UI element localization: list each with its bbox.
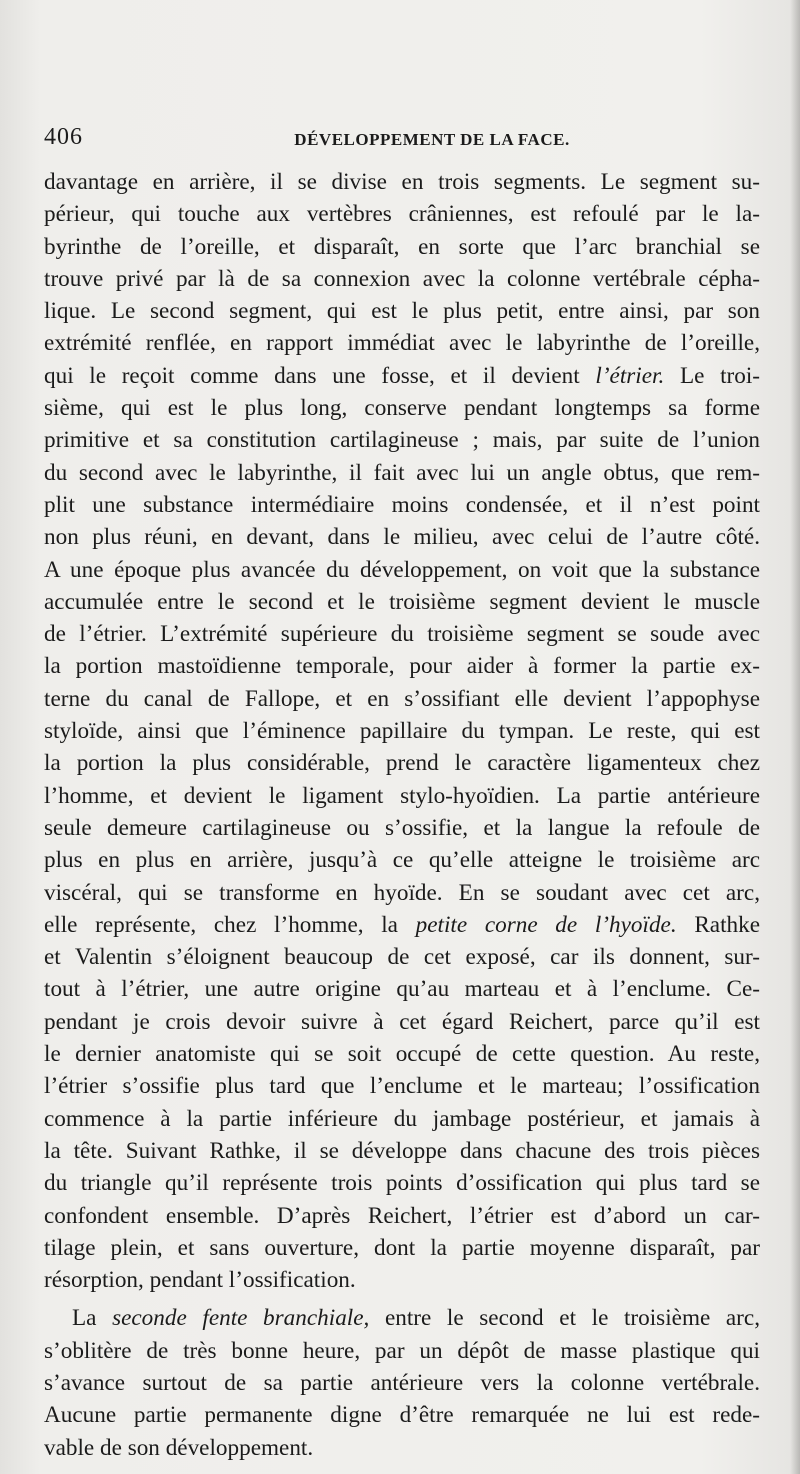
text-run: La [72, 1305, 113, 1332]
text-run: sième, qui est le plus long, conserve pendant longtemps sa forme [44, 395, 760, 422]
text-run: commence à la partie inférieure du jambage postérieur, et jamais à [44, 1105, 760, 1132]
text-run: extrémité renflée, en rapport immédiat avec le labyrinthe de l’oreille, [44, 330, 760, 357]
text-line [44, 877, 760, 909]
text-run: plus en plus en arrière, jusqu’à ce qu’elle atteigne le troisième arc [44, 847, 760, 874]
text-line [44, 683, 760, 715]
text-run: le dernier anatomiste qui se soit occupé de cette question. Au reste, [44, 1041, 760, 1068]
text-line [44, 360, 760, 392]
page-number: 406 [44, 124, 83, 150]
text-run: périeur, qui touche aux vertèbres crâniennes, est refoulé par le la- [44, 201, 760, 228]
text-line [44, 973, 760, 1005]
text-line [44, 586, 760, 618]
text-run: accumulée entre le second et le troisième segment devient le muscle [44, 588, 760, 615]
text-line [44, 844, 760, 876]
text-run: la portion la plus considérable, prend le caractère ligamenteux chez [44, 750, 760, 777]
text-line [44, 1432, 760, 1464]
text-line [44, 1232, 760, 1264]
paragraph [44, 1302, 760, 1463]
text-run: du triangle qu’il représente trois points d’ossification qui plus tard se [44, 1170, 760, 1197]
text-run: primitive et sa constitution cartilagineuse ; mais, par suite de l’union [44, 427, 760, 454]
text-line [44, 747, 760, 779]
text-line [44, 295, 760, 327]
text-run: l’homme, et devient le ligament stylo-hyoïdien. La partie antérieure [44, 782, 760, 809]
italic-text: petite corne de l’hyoïde. [415, 911, 677, 938]
text-line [44, 521, 760, 553]
text-line [44, 1006, 760, 1038]
text-line [44, 392, 760, 424]
body-text [44, 166, 760, 1464]
text-run: davantage en arrière, il se divise en trois segments. Le segment su- [44, 169, 760, 195]
text-run: seule demeure cartilagineuse ou s’ossifie, et la langue la refoule de [44, 814, 760, 841]
text-run: Aucune partie permanente digne d’être remarquée ne lui est rede- [44, 1402, 760, 1429]
text-line [44, 1200, 760, 1232]
text-line [44, 1167, 760, 1199]
text-line [44, 489, 760, 521]
text-line [44, 424, 760, 456]
text-line [44, 231, 760, 263]
text-run: elle représente, chez l’homme, la [44, 911, 416, 938]
text-run: trouve privé par là de sa connexion avec la colonne vertébrale cépha- [44, 265, 760, 292]
italic-text: seconde fente branchiale, [112, 1305, 370, 1332]
text-line [44, 1103, 760, 1135]
text-run: lique. Le second segment, qui est le plus petit, entre ainsi, par son [44, 298, 760, 325]
text-line [44, 618, 760, 650]
text-run: entre le second et le troisième arc, [369, 1305, 760, 1332]
text-run: plit une substance intermédiaire moins condensée, et il n’est point [44, 491, 760, 518]
italic-text: l’étrier. [595, 362, 665, 389]
text-line [44, 715, 760, 747]
text-line [44, 457, 760, 489]
text-line [44, 166, 760, 198]
text-line [44, 941, 760, 973]
text-line [44, 1335, 760, 1367]
text-run: Le troi- [664, 362, 760, 389]
text-run: de l’étrier. L’extrémité supérieure du troisième segment se soude avec [44, 621, 760, 648]
text-run: non plus réuni, en devant, dans le milieu, avec celui de l’autre côté. [44, 524, 760, 551]
text-line [44, 812, 760, 844]
running-title: DÉVELOPPEMENT DE LA FACE. [294, 130, 570, 149]
text-line [44, 327, 760, 359]
paragraph [44, 166, 760, 1296]
text-run: vable de son développement. [44, 1434, 314, 1461]
text-run: viscéral, qui se transforme en hyoïde. En se soudant avec cet arc, [44, 879, 760, 906]
text-run: A une époque plus avancée du développement, on voit que la substance [44, 556, 760, 583]
text-line [44, 1367, 760, 1399]
text-run: la portion mastoïdienne temporale, pour aider à former la partie ex- [44, 653, 760, 680]
text-run: tilage plein, et sans ouverture, dont la partie moyenne disparaît, par [44, 1234, 760, 1261]
page-header [44, 120, 760, 160]
text-line [44, 1302, 760, 1334]
text-line [44, 1070, 760, 1102]
text-line [44, 1135, 760, 1167]
text-line [44, 198, 760, 230]
text-line [44, 263, 760, 295]
text-run: l’étrier s’ossifie plus tard que l’enclume et le marteau; l’ossification [44, 1073, 760, 1100]
text-line [44, 1264, 760, 1296]
text-line [44, 1399, 760, 1431]
text-run: s’avance surtout de sa partie antérieure vers la colonne vertébrale. [44, 1369, 760, 1396]
text-line [44, 909, 760, 941]
text-run: tout à l’étrier, une autre origine qu’au marteau et à l’enclume. Ce- [44, 976, 760, 1003]
text-run: la tête. Suivant Rathke, il se développe dans chacune des trois pièces [44, 1137, 760, 1164]
text-run: qui le reçoit comme dans une fosse, et il devient [44, 362, 596, 389]
text-run: s’oblitère de très bonne heure, par un dépôt de masse plastique qui [44, 1337, 760, 1364]
text-line [44, 1038, 760, 1070]
text-run: du second avec le labyrinthe, il fait avec lui un angle obtus, que rem- [44, 459, 760, 486]
text-run: Rathke [676, 911, 760, 938]
text-run: pendant je crois devoir suivre à cet égard Reichert, parce qu’il est [44, 1008, 760, 1035]
text-run: byrinthe de l’oreille, et disparaît, en sorte que l’arc branchial se [44, 233, 760, 260]
text-line [44, 554, 760, 586]
text-line [44, 650, 760, 682]
text-run: résorption, pendant l’ossification. [44, 1267, 356, 1294]
text-line [44, 780, 760, 812]
text-run: styloïde, ainsi que l’éminence papillaire du tympan. Le reste, qui est [44, 718, 760, 745]
text-run: confondent ensemble. D’après Reichert, l’étrier est d’abord un car- [44, 1202, 760, 1229]
text-run: et Valentin s’éloignent beaucoup de cet exposé, car ils donnent, sur- [44, 944, 760, 971]
text-run: terne du canal de Fallope, et en s’ossifiant elle devient l’appophyse [44, 685, 760, 712]
